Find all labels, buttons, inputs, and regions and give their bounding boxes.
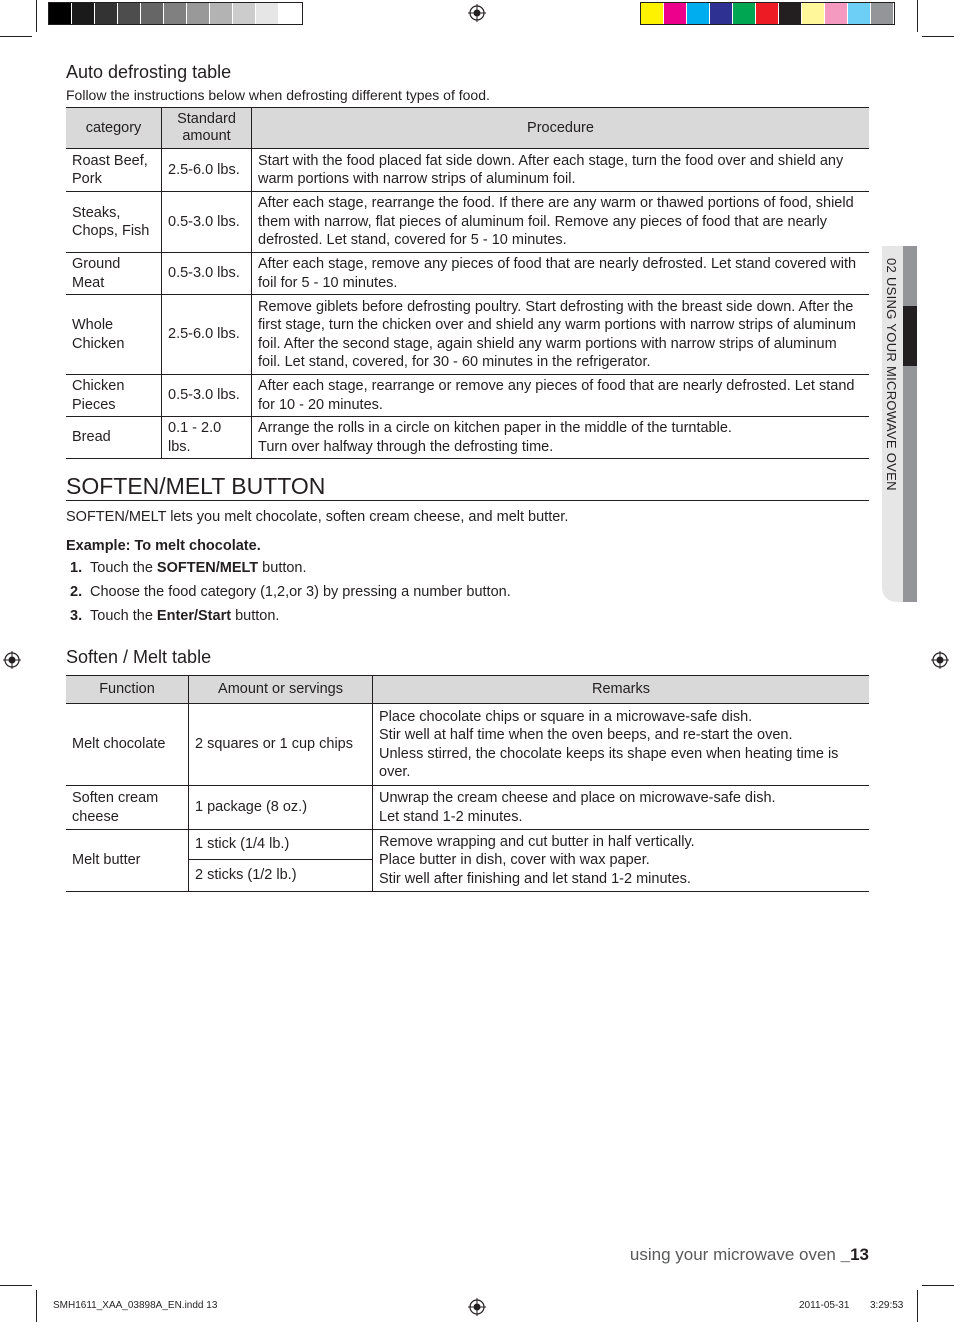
color-swatch bbox=[72, 3, 95, 24]
crop-mark bbox=[36, 0, 37, 32]
step-number: 3. bbox=[70, 608, 83, 624]
color-swatch bbox=[187, 3, 210, 24]
crop-mark bbox=[922, 36, 954, 37]
procedure-cell: After each stage, rearrange the food. If there are any warm or thawed portions of food, shield them with narrow, flat pieces of aluminum foil. Remove any pieces of food that are nearly defrosted. Let stand, covered for 5 - 10 minutes. bbox=[252, 192, 870, 253]
procedure-cell: Start with the food placed fat side down. After each stage, turn the food over and shield any warm portions with narrow strips of aluminum foil. bbox=[252, 149, 870, 192]
auto-defrost-table bbox=[66, 107, 869, 459]
remark-line: Stir well at half time when the oven beeps, and re-start the oven. bbox=[379, 727, 793, 743]
color-swatch bbox=[687, 3, 710, 24]
category-cell: Roast Beef, Pork bbox=[66, 149, 162, 192]
chapter-label: 02 USING YOUR MICROWAVE OVEN bbox=[884, 258, 899, 491]
section-title: SOFTEN/MELT BUTTON bbox=[66, 472, 869, 501]
remarks-cell bbox=[373, 786, 870, 830]
table-row bbox=[66, 786, 869, 830]
color-swatch bbox=[95, 3, 118, 24]
step-number: 2. bbox=[70, 584, 83, 600]
crop-mark bbox=[917, 1290, 918, 1322]
procedure-cell: After each stage, remove any pieces of food that are nearly defrosted. Let stand covered with foil for 5 - 10 minutes. bbox=[252, 253, 870, 295]
color-swatch bbox=[664, 3, 687, 24]
list-item bbox=[70, 584, 511, 608]
category-cell: Ground Meat bbox=[66, 253, 162, 295]
amount-cell: 2.5-6.0 lbs. bbox=[162, 295, 252, 375]
procedure-cell bbox=[252, 417, 870, 459]
column-header: category bbox=[66, 108, 162, 149]
color-swatch bbox=[233, 3, 256, 24]
tab-shade bbox=[903, 246, 917, 306]
remark-line: Unless stirred, the chocolate keeps its shape even when heating time is over. bbox=[379, 745, 839, 780]
step-text: button. bbox=[258, 560, 307, 576]
page-number: _13 bbox=[840, 1245, 869, 1264]
slug-date: 2011-05-31 bbox=[799, 1300, 850, 1311]
color-swatch bbox=[49, 3, 72, 24]
amount-cell: 0.5-3.0 lbs. bbox=[162, 192, 252, 253]
remark-line: Place chocolate chips or square in a microwave-safe dish. bbox=[379, 708, 753, 725]
amount-cell: 0.1 - 2.0 lbs. bbox=[162, 417, 252, 459]
registration-mark-icon bbox=[3, 651, 21, 669]
list-item bbox=[70, 608, 511, 632]
color-swatch bbox=[848, 3, 871, 24]
color-swatch bbox=[733, 3, 756, 24]
step-number: 1. bbox=[70, 560, 83, 576]
color-swatch bbox=[141, 3, 164, 24]
column-header: Remarks bbox=[373, 676, 870, 704]
category-cell: Whole Chicken bbox=[66, 295, 162, 375]
color-swatch bbox=[802, 3, 825, 24]
table-row bbox=[66, 375, 869, 417]
page-footer bbox=[630, 1245, 869, 1265]
footer-text: using your microwave oven bbox=[629, 1245, 841, 1264]
color-swatch bbox=[779, 3, 802, 24]
column-header: Standard amount bbox=[162, 108, 252, 149]
amount-cell: 2 sticks (1/2 lb.) bbox=[189, 860, 373, 892]
tab-marker bbox=[903, 306, 917, 366]
procedure-line: Turn over halfway through the defrosting time. bbox=[258, 438, 554, 455]
step-list bbox=[70, 560, 511, 632]
amount-cell: 1 package (8 oz.) bbox=[189, 786, 373, 830]
remark-line: Unwrap the cream cheese and place on microwave-safe dish. bbox=[379, 790, 776, 806]
remarks-cell bbox=[373, 704, 870, 786]
table-row bbox=[66, 253, 869, 295]
amount-cell: 2 squares or 1 cup chips bbox=[189, 704, 373, 786]
remark-line: Place butter in dish, cover with wax paper. bbox=[379, 852, 650, 869]
soften-melt-table bbox=[66, 675, 869, 892]
remarks-cell bbox=[373, 830, 870, 892]
soften-table-heading: Soften / Melt table bbox=[66, 647, 212, 667]
remark-line: Let stand 1-2 minutes. bbox=[379, 808, 523, 825]
crop-mark bbox=[36, 1290, 37, 1322]
table-row bbox=[66, 295, 869, 375]
table-row bbox=[66, 417, 869, 459]
remark-line: Remove wrapping and cut butter in half vertically. bbox=[379, 833, 695, 850]
tab-shade bbox=[903, 366, 917, 602]
amount-cell: 2.5-6.0 lbs. bbox=[162, 149, 252, 192]
color-swatch bbox=[871, 3, 894, 24]
step-text: Touch the bbox=[90, 608, 157, 624]
color-swatch bbox=[710, 3, 733, 24]
step-text: Touch the bbox=[90, 560, 157, 576]
crop-mark bbox=[0, 36, 32, 37]
color-swatch bbox=[256, 3, 279, 24]
crop-mark bbox=[922, 1285, 954, 1286]
procedure-line: Arrange the rolls in a circle on kitchen paper in the middle of the turntable. bbox=[258, 420, 732, 436]
section-description: SOFTEN/MELT lets you melt chocolate, soften cream cheese, and melt butter. bbox=[66, 509, 569, 525]
table-row bbox=[66, 830, 869, 860]
auto-defrost-intro: Follow the instructions below when defrosting different types of food. bbox=[66, 87, 490, 103]
function-cell: Melt butter bbox=[66, 830, 189, 892]
color-swatch bbox=[641, 3, 664, 24]
step-button-name: SOFTEN/MELT bbox=[156, 560, 259, 576]
list-item bbox=[70, 560, 511, 584]
step-button-name: Enter/Start bbox=[156, 608, 232, 624]
color-swatch bbox=[279, 3, 302, 24]
category-cell: Chicken Pieces bbox=[66, 375, 162, 417]
function-cell: Melt chocolate bbox=[66, 704, 189, 786]
file-slug: SMH1611_XAA_03898A_EN.indd 13 bbox=[53, 1300, 218, 1311]
table-header-row bbox=[66, 108, 869, 149]
table-row bbox=[66, 149, 869, 192]
registration-mark-icon bbox=[468, 1298, 486, 1316]
chapter-side-tab bbox=[882, 246, 917, 602]
function-cell: Soften cream cheese bbox=[66, 786, 189, 830]
category-cell: Bread bbox=[66, 417, 162, 459]
amount-cell: 0.5-3.0 lbs. bbox=[162, 375, 252, 417]
example-label: Example: To melt chocolate. bbox=[66, 538, 261, 554]
step-text: button. bbox=[231, 608, 280, 624]
column-header: Amount or servings bbox=[189, 676, 373, 704]
crop-mark bbox=[917, 0, 918, 32]
color-swatch bbox=[164, 3, 187, 24]
column-header: Function bbox=[66, 676, 189, 704]
color-swatch bbox=[210, 3, 233, 24]
remark-line: Stir well after finishing and let stand 1-2 minutes. bbox=[379, 870, 691, 887]
color-swatch bbox=[118, 3, 141, 24]
step-text: Choose the food category (1,2,or 3) by pressing a number button. bbox=[90, 584, 511, 600]
table-row bbox=[66, 192, 869, 253]
crop-mark bbox=[0, 1285, 32, 1286]
color-swatch bbox=[756, 3, 779, 24]
procedure-cell: After each stage, rearrange or remove any pieces of food that are nearly defrosted. Let stand for 10 - 20 minutes. bbox=[252, 375, 870, 417]
color-swatch bbox=[825, 3, 848, 24]
auto-defrost-heading: Auto defrosting table bbox=[66, 62, 232, 82]
registration-mark-icon bbox=[931, 651, 949, 669]
amount-cell: 0.5-3.0 lbs. bbox=[162, 253, 252, 295]
amount-cell: 1 stick (1/4 lb.) bbox=[189, 830, 373, 860]
category-cell: Steaks, Chops, Fish bbox=[66, 192, 162, 253]
registration-mark-icon bbox=[468, 4, 486, 22]
table-row bbox=[66, 704, 869, 786]
grayscale-color-bar bbox=[48, 2, 303, 25]
slug-time: 3:29:53 bbox=[870, 1300, 904, 1311]
procedure-cell: Remove giblets before defrosting poultry. Start defrosting with the breast side down. After the first stage, turn the chicken over and shield any warm portions with narrow strips of aluminum foil. After the second stage, again shield any warm portions with narrow strips of aluminum foil. Let stand, covered, for 30 - 60 minutes in the refrigerator. bbox=[252, 295, 870, 375]
column-header: Procedure bbox=[252, 108, 870, 149]
process-color-bar bbox=[640, 2, 895, 25]
table-header-row bbox=[66, 676, 869, 704]
